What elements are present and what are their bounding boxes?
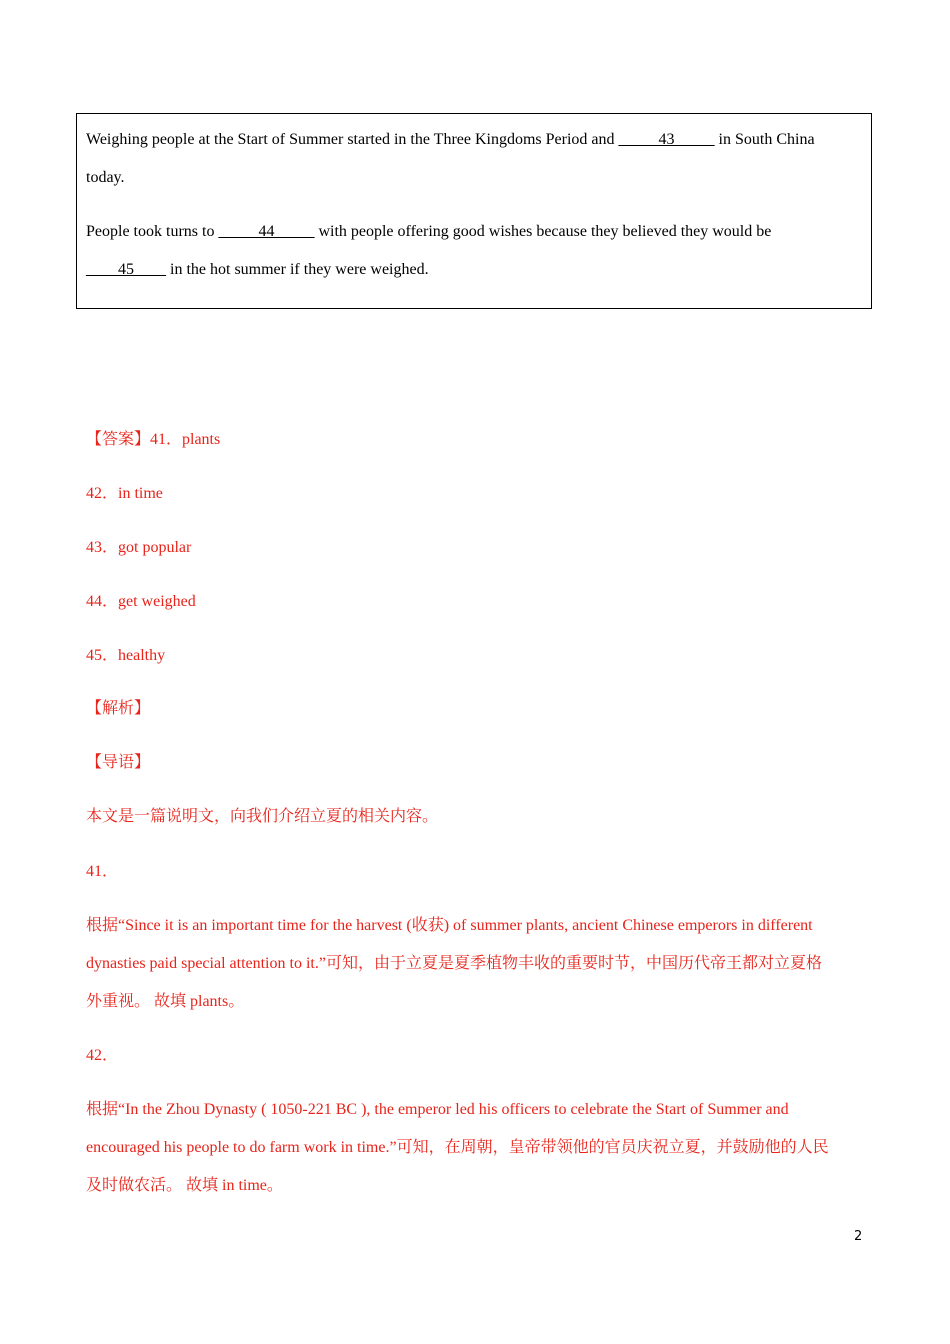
answer-heading: 【答案】41．plants <box>86 431 221 448</box>
answer-42: 42．in time <box>86 485 163 502</box>
intro-heading: 【导语】 <box>86 754 151 771</box>
q42-line-2: encouraged his people to do farm work in time.”可知，在周朝，皇帝带领他的官员庆祝立夏，并鼓励他的人民 <box>86 1139 829 1156</box>
answer-43: 43．got popular <box>86 539 192 556</box>
analysis-heading: 【解析】 <box>86 700 151 717</box>
q42-line-3: 及时做农活。 故填 in time。 <box>86 1177 283 1194</box>
text: People took turns to <box>86 223 219 240</box>
text: Weighing people at the Start of Summer started in the Three Kingdoms Period and <box>86 131 619 148</box>
text: in South China <box>714 131 815 148</box>
q42-label: 42． <box>86 1047 119 1064</box>
blank-45: ____45____ <box>86 261 166 278</box>
exercise-line-2: today. <box>86 169 125 186</box>
q42-line-1: 根据“In the Zhou Dynasty ( 1050-221 BC ), the emperor led his officers to celebrate the Start of Summer and <box>86 1101 789 1118</box>
answer-45: 45．healthy <box>86 647 166 664</box>
q41-label: 41． <box>86 863 119 880</box>
q41-line-1: 根据“Since it is an important time for the harvest (收获) of summer plants, ancient Chinese emperors in different <box>86 917 813 934</box>
exercise-line-1 <box>86 130 815 150</box>
blank-43: _____43_____ <box>618 131 715 148</box>
intro-text: 本文是一篇说明文，向我们介绍立夏的相关内容。 <box>86 808 439 825</box>
blank-44: _____44_____ <box>218 223 315 240</box>
text: with people offering good wishes because they believed they would be <box>314 223 772 240</box>
text: in the hot summer if they were weighed. <box>166 261 429 278</box>
answer-44: 44．get weighed <box>86 593 196 610</box>
page-number: 2 <box>854 1229 863 1244</box>
q41-line-3: 外重视。 故填 plants。 <box>86 993 245 1010</box>
q41-line-2: dynasties paid special attention to it.”可知，由于立夏是夏季植物丰收的重要时节，中国历代帝王都对立夏格 <box>86 955 822 972</box>
exercise-line-3 <box>86 222 771 242</box>
exercise-line-4 <box>86 260 429 280</box>
